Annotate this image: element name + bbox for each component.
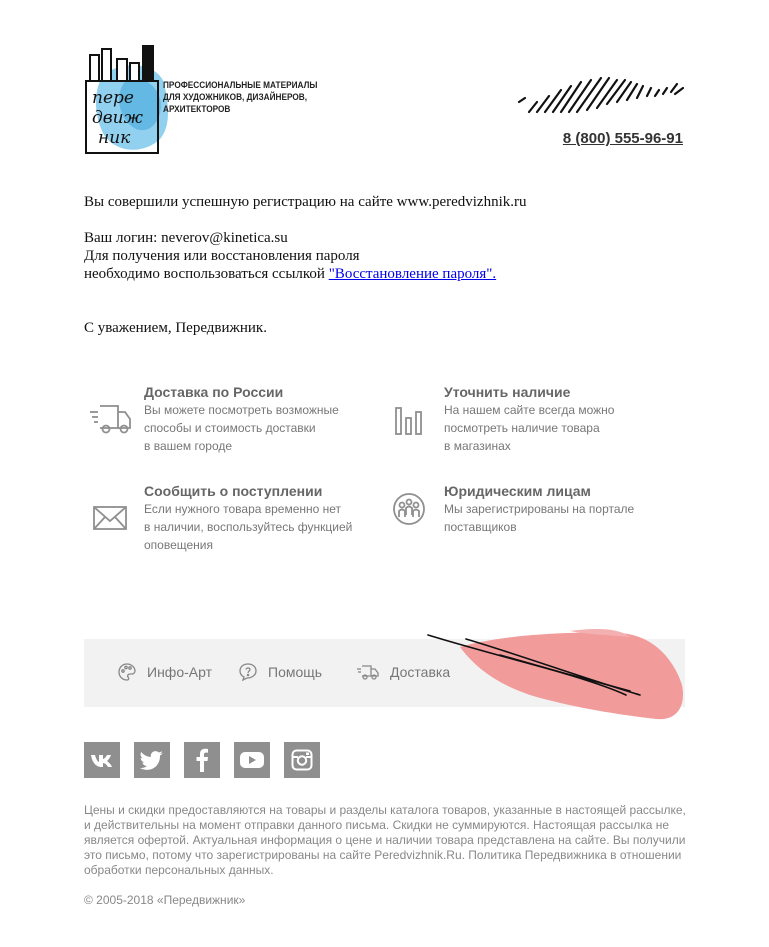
- recover-line-2: необходимо воспользоваться ссылкой "Восстановление пароля".: [84, 266, 497, 282]
- svg-text:ник: ник: [98, 128, 131, 148]
- feature-desc-delivery: Вы можете посмотреть возможные способы и стоимость доставки в вашем городе: [144, 403, 339, 453]
- legal-disclaimer: Цены и скидки предоставляются на товары и разделы каталога товаров, указанные в настоящей рассылке, и действительны на момент отправки данного письма. Скидки не суммируются. Настоящая рассылка не является офертой. Актуальная информация о цене и наличии товара представлена на сайте. Вы получили это письмо, потому что зарегистрированы на сайте Peredvizhnik.Ru. Политика Передвижника в отношении обработки персональных данных.: [84, 803, 686, 877]
- youtube-icon: [239, 750, 265, 770]
- bar-chart-icon: [384, 394, 434, 444]
- logo-tagline: ПРОФЕССИОНАЛЬНЫЕ МАТЕРИАЛЫ ДЛЯ ХУДОЖНИКОВ, ДИЗАЙНЕРОВ, АРХИТЕКТОРОВ: [163, 80, 318, 115]
- youtube-link[interactable]: [234, 742, 270, 778]
- feature-desc-notify: Если нужного товара временно нет в наличии, воспользуйтесь функцией оповещения: [144, 502, 353, 552]
- decorative-pink-brush: [420, 625, 688, 725]
- vk-link[interactable]: [84, 742, 120, 778]
- instagram-icon: [291, 749, 313, 771]
- truck-icon: [356, 662, 380, 682]
- svg-text:движ: движ: [92, 108, 143, 128]
- people-circle-icon: [384, 483, 434, 533]
- feature-title-legal[interactable]: Юридическим лицам: [444, 483, 591, 499]
- svg-text:пере: пере: [92, 88, 134, 108]
- footer-link-info-art[interactable]: Инфо-Арт: [117, 662, 212, 682]
- phone-link[interactable]: 8 (800) 555-96-91: [562, 130, 683, 147]
- footer-link-help[interactable]: Помощь: [238, 662, 322, 682]
- feature-desc-legal: Мы зарегистрированы на портале поставщиков: [444, 502, 635, 534]
- facebook-icon: [195, 748, 209, 772]
- envelope-icon: [86, 493, 136, 543]
- help-bubble-icon: [238, 662, 258, 682]
- palette-icon: [117, 662, 137, 682]
- delivery-truck-icon: [86, 394, 136, 444]
- twitter-icon: [140, 750, 164, 770]
- recover-line-1: Для получения или восстановления пароля: [84, 248, 360, 264]
- feature-title-availability[interactable]: Уточнить наличие: [444, 384, 571, 400]
- feature-desc-availability: На нашем сайте всегда можно посмотреть наличие товара в магазинах: [444, 403, 615, 453]
- decorative-scribble: [515, 72, 685, 118]
- signature: С уважением, Передвижник.: [84, 320, 267, 336]
- twitter-link[interactable]: [134, 742, 170, 778]
- feature-title-delivery[interactable]: Доставка по России: [144, 384, 284, 400]
- feature-title-notify[interactable]: Сообщить о поступлении: [144, 483, 323, 499]
- footer-link-delivery[interactable]: Доставка: [356, 662, 450, 682]
- password-recovery-link[interactable]: "Восстановление пароля".: [328, 266, 497, 282]
- facebook-link[interactable]: [184, 742, 220, 778]
- login-line: Ваш логин: neverov@kinetica.su: [84, 230, 288, 246]
- copyright: © 2005-2018 «Передвижник»: [84, 893, 246, 907]
- vk-icon: [90, 752, 114, 768]
- registration-message: Вы совершили успешную регистрацию на сайте www.peredvizhnik.ru: [84, 194, 527, 210]
- instagram-link[interactable]: [284, 742, 320, 778]
